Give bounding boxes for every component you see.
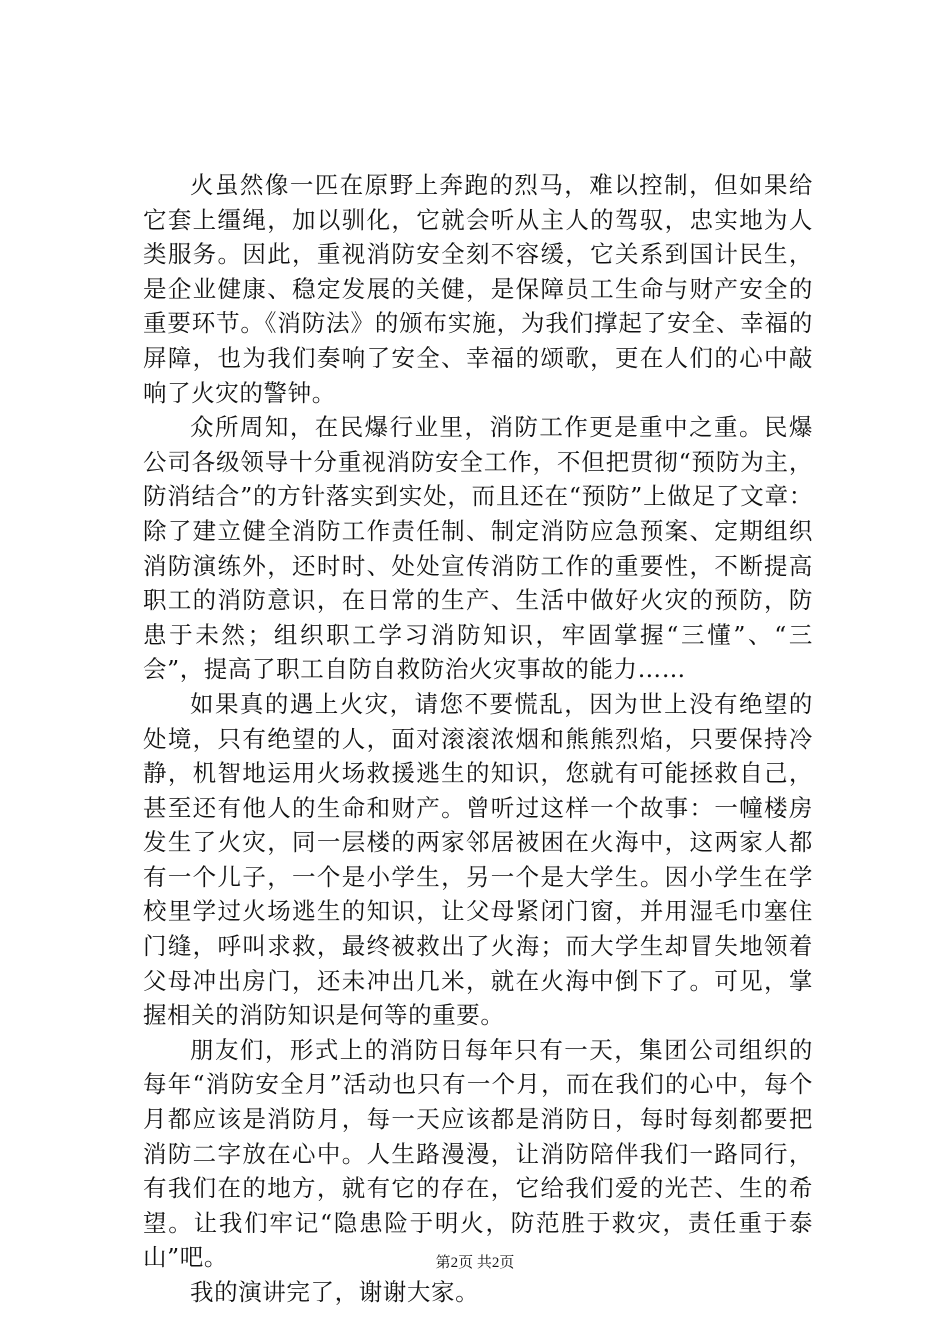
paragraph-closing: 我的演讲完了，谢谢大家。 xyxy=(190,1278,480,1306)
paragraph-fire-safety-month: 朋友们，形式上的消防日每年只有一天，集团公司组织的每年“消防安全月”活动也只有一个月，而在我们的心中，每个月都应该是消防月，每一天应该都是消防日，每时每刻都要把消防二字放在心中。人生路漫漫，让消防陪伴我们一路同行，有我们在的地方，就有它的存在，它给我们爱的光芒、生的希望。让我们牢记“隐患险于明火，防范胜于救灾，责任重于泰山”吧。 xyxy=(143,1035,813,1272)
document-body xyxy=(143,168,813,1310)
paragraph-fire-prevention-work: 众所周知，在民爆行业里，消防工作更是重中之重。民爆公司各级领导十分重视消防安全工作，不但把贯彻“预防为主，防消结合”的方针落实到实处，而且还在“预防”上做足了文章：除了建立健全消防工作责任制、制定消防应急预案、定期组织消防演练外，还时时、处处宣传消防工作的重要性，不断提高职工的消防意识，在日常的生产、生活中做好火灾的预防，防患于未然；组织职工学习消防知识，牢固掌握“三懂”、“三会”，提高了职工自防自救防治火灾事故的能力…… xyxy=(143,413,813,684)
page-footer: 第2页 共2页 xyxy=(435,1255,515,1271)
paragraph-fire-analogy: 火虽然像一匹在原野上奔跑的烈马，难以控制，但如果给它套上缰绳，加以驯化，它就会听从主人的驾驭，忠实地为人类服务。因此，重视消防安全刻不容缓，它关系到国计民生，是企业健康、稳定发展的关健，是保障员工生命与财产安全的重要环节。《消防法》的颁布实施，为我们撑起了安全、幸福的屏障，也为我们奏响了安全、幸福的颂歌，更在人们的心中敲响了火灾的警钟。 xyxy=(143,171,813,407)
paragraph-fire-escape-story: 如果真的遇上火灾，请您不要慌乱，因为世上没有绝望的处境，只有绝望的人，面对滚滚浓烟和熊熊烈焰，只要保持冷静，机智地运用火场救援逃生的知识，您就有可能拯救自己，甚至还有他人的生命和财产。曾听过这样一个故事：一幢楼房发生了火灾，同一层楼的两家邻居被困在火海中，这两家人都有一个儿子，一个是小学生，另一个是大学生。因小学生在学校里学过火场逃生的知识，让父母紧闭门窗，并用湿毛巾塞住门缝，呼叫求救，最终被救出了火海；而大学生却冒失地领着父母冲出房门，还未冲出几米，就在火海中倒下了。可见，掌握相关的消防知识是何等的重要。 xyxy=(143,689,813,1030)
